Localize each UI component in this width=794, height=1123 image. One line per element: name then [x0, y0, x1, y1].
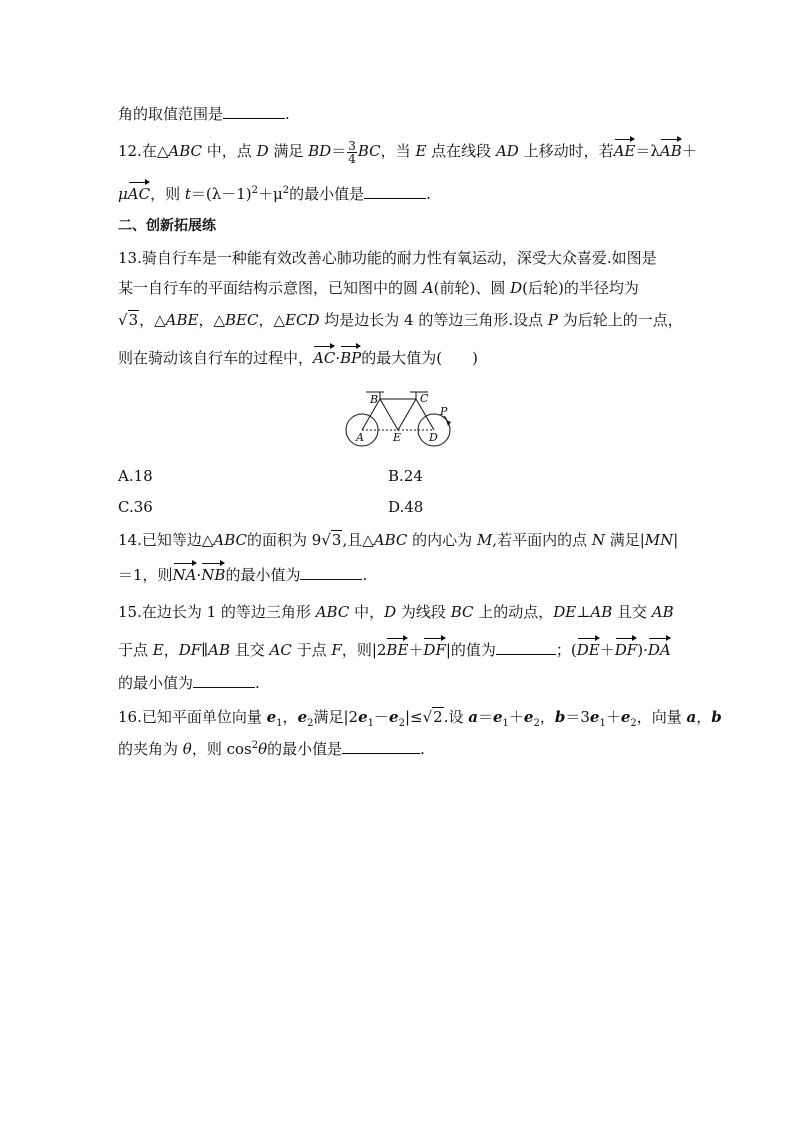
q14-line1: 14.已知等边△ABC的面积为 9√3,且△ABC 的内心为 M,若平面内的点 N 满足|MN| [118, 531, 679, 549]
sqrt-3: √3 [118, 311, 139, 329]
answer-blank [364, 184, 426, 199]
q14-line2: ＝1，则NA·NB的最小值为 . [118, 563, 367, 585]
q15-line1: 15.在边长为 1 的等边三角形 ABC 中，D 为线段 BC 上的动点，DE⊥AB 且交 AB [118, 603, 674, 621]
vector-AC: AC [313, 346, 335, 368]
q12-line2: μAC，则 $t=(\lambda-1)^2+\mu^2$的最小值是 . [118, 182, 431, 204]
sqrt-3: √3 [321, 531, 342, 549]
answer-blank [193, 673, 255, 688]
vector-AB: AB [660, 139, 682, 161]
label-P: P [440, 405, 448, 418]
vector-NB: NB [201, 563, 225, 585]
q11-tail: 角的取值范围是 . [118, 105, 290, 123]
vector-DA: DA [648, 638, 671, 660]
rotation-arrow-head [446, 420, 451, 426]
option-a[interactable]: A.18 [118, 467, 153, 485]
vector-BE: BE [386, 638, 408, 660]
label-A: A [356, 431, 364, 444]
option-b[interactable]: B.24 [388, 467, 423, 485]
vector-DF: DF [423, 638, 445, 660]
fraction-3-4: $\frac{3}{4}$ [348, 138, 356, 166]
answer-blank [496, 640, 556, 655]
q12-line1: 12.在△ABC 中，点 D 满足 BD＝ $\frac{3}{4}$ BC，当 E 点在线段 AD 上移动时，若AE＝λAB＋ [118, 138, 697, 166]
answer-blank [342, 739, 420, 754]
option-d[interactable]: D.48 [388, 498, 424, 516]
bicycle-figure [340, 386, 452, 450]
q13-line1: 13.骑自行车是一种能有效改善心肺功能的耐力性有氧运动，深受大众喜爱.如图是 [118, 249, 657, 267]
q13-line3: √3，△ABE，△BEC，△ECD 均是边长为 4 的等边三角形.设点 P 为后轮上的一点， [118, 311, 683, 329]
vector-DF: DF [615, 638, 637, 660]
label-C: C [420, 392, 429, 405]
answer-blank [223, 104, 285, 119]
vector-BP: BP [340, 346, 361, 368]
label-B: B [370, 393, 379, 406]
label-E: E [393, 431, 402, 444]
q15-line3: 的最小值为 . [118, 674, 260, 692]
vector-AE: AE [614, 139, 636, 161]
q15-line2: 于点 E，DF∥AB 且交 AC 于点 F，则|2BE＋DF|的值为 ；(DE＋DF)·DA [118, 638, 671, 660]
q13-line2: 某一自行车的平面结构示意图，已知图中的圆 A(前轮)、圆 D(后轮)的半径均为 [118, 279, 639, 297]
q11-text: 角的取值范围是 [118, 105, 224, 123]
option-c[interactable]: C.36 [118, 498, 153, 516]
sqrt-2: √2 [422, 708, 443, 726]
section-heading: 二、创新拓展练 [118, 218, 216, 234]
vector-AC: AC [128, 182, 150, 204]
q13-line4: 则在骑动该自行车的过程中，AC·BP的最大值为( ) [118, 346, 478, 368]
q16-line2: 的夹角为 θ，则 $\cos^2\theta$的最小值是 . [118, 740, 425, 758]
answer-blank [300, 565, 362, 580]
q16-line1: 16.已知平面单位向量 $e_1$，$e_2$满足$|2e_1-e_2|\le√2$.设 $a=e_1+e_2$，$b=3e_1+e_2$，向量 a，b [118, 708, 722, 729]
vector-NA: NA [173, 563, 197, 585]
label-D: D [429, 431, 438, 444]
vector-DE: DE [577, 638, 600, 660]
